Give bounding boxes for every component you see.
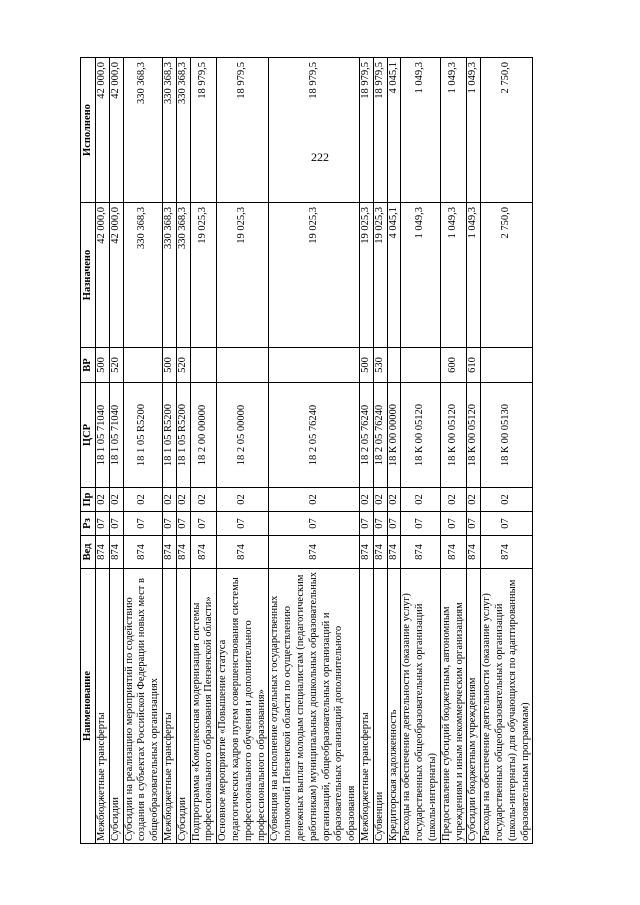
header-assigned: Назначено (81, 203, 96, 348)
cell-executed: 18 979,5 (359, 58, 373, 203)
cell-vr: 600 (440, 348, 467, 383)
cell-rz: 07 (373, 512, 387, 536)
cell-executed: 18 979,5 (190, 58, 217, 203)
cell-assigned: 19 025,3 (217, 203, 269, 348)
cell-name: Субвенция на исполнение отдельных государственных полномочий Пензенской области по осуществлению денежных выплат молодым специалистам (педагогическим работникам) муниципальных дошкольных образовательных организаций, общеобразовательных организаций и образовательных организаций дополнительного образования (269, 569, 360, 844)
cell-csr: 18 К 00 05120 (401, 383, 440, 488)
cell-assigned: 4 045,1 (387, 203, 401, 348)
cell-executed: 1 049,3 (467, 58, 481, 203)
cell-csr: 18 К 00 05120 (467, 383, 481, 488)
cell-pr: 02 (217, 488, 269, 512)
cell-assigned: 19 025,3 (373, 203, 387, 348)
header-csr: ЦСР (81, 383, 96, 488)
cell-name: Кредиторская задолженность (387, 569, 401, 844)
cell-assigned: 1 049,3 (401, 203, 440, 348)
cell-rz: 07 (359, 512, 373, 536)
cell-name: Субсидии бюджетным учреждениям (467, 569, 481, 844)
header-rz: Рз (81, 512, 96, 536)
table-row (440, 58, 467, 844)
cell-executed: 42 000,0 (109, 58, 123, 203)
cell-assigned: 1 049,3 (440, 203, 467, 348)
cell-ved: 874 (373, 536, 387, 569)
cell-executed: 18 979,5 (373, 58, 387, 203)
cell-vr: 610 (467, 348, 481, 383)
cell-vr (481, 348, 533, 383)
cell-csr: 18 2 05 76240 (269, 383, 360, 488)
cell-rz: 07 (401, 512, 440, 536)
cell-csr: 18 2 00 00000 (190, 383, 217, 488)
page-number: 222 (311, 150, 329, 164)
cell-pr: 02 (190, 488, 217, 512)
cell-pr: 02 (359, 488, 373, 512)
cell-vr: 520 (109, 348, 123, 383)
cell-rz: 07 (123, 512, 162, 536)
cell-pr: 02 (481, 488, 533, 512)
cell-pr: 02 (176, 488, 190, 512)
cell-executed: 330 368,3 (176, 58, 190, 203)
cell-executed: 18 979,5 (217, 58, 269, 203)
cell-pr: 02 (401, 488, 440, 512)
table-row (96, 58, 110, 844)
cell-rz: 07 (190, 512, 217, 536)
cell-vr: 500 (162, 348, 176, 383)
cell-assigned: 42 000,0 (96, 203, 110, 348)
cell-rz: 07 (176, 512, 190, 536)
table-row (190, 58, 217, 844)
table-header-row (81, 58, 96, 844)
cell-csr: 18 2 05 76240 (359, 383, 373, 488)
cell-name: Субсидии на реализацию мероприятий по содействию создания в субъектах Российской Федерации новых мест в общеобразовательных организациях (123, 569, 162, 844)
cell-name: Предоставление субсидий бюджетным, автономным учреждениям и иным некоммерческим организациям (440, 569, 467, 844)
cell-csr: 18 К 00 05120 (440, 383, 467, 488)
cell-pr: 02 (467, 488, 481, 512)
cell-vr: 530 (373, 348, 387, 383)
cell-executed: 18 979,5 (269, 58, 360, 203)
cell-pr: 02 (387, 488, 401, 512)
table-row (467, 58, 481, 844)
cell-vr: 520 (176, 348, 190, 383)
cell-pr: 02 (440, 488, 467, 512)
cell-name: Расходы на обеспечение деятельности (оказание услуг) государственных общеобразовательных организаций (школы-интернаты) (401, 569, 440, 844)
rotated-table-container (80, 58, 588, 844)
cell-ved: 874 (109, 536, 123, 569)
header-vr: ВР (81, 348, 96, 383)
cell-csr: 18 К 00 05130 (481, 383, 533, 488)
header-pr: Пр (81, 488, 96, 512)
cell-ved: 874 (96, 536, 110, 569)
cell-executed: 42 000,0 (96, 58, 110, 203)
cell-ved: 874 (269, 536, 360, 569)
cell-rz: 07 (96, 512, 110, 536)
cell-vr (123, 348, 162, 383)
header-name: Наименование (81, 569, 96, 844)
cell-csr: 18 1 05 71040 (96, 383, 110, 488)
cell-ved: 874 (467, 536, 481, 569)
table-row (176, 58, 190, 844)
cell-rz: 07 (162, 512, 176, 536)
cell-ved: 874 (123, 536, 162, 569)
cell-name: Межбюджетные трансферты (359, 569, 373, 844)
cell-csr: 18 2 05 00000 (217, 383, 269, 488)
cell-assigned: 1 049,3 (467, 203, 481, 348)
table-row (481, 58, 533, 844)
cell-ved: 874 (190, 536, 217, 569)
cell-rz: 07 (387, 512, 401, 536)
cell-rz: 07 (440, 512, 467, 536)
cell-assigned: 2 750,0 (481, 203, 533, 348)
header-executed: Исполнено (81, 58, 96, 203)
cell-executed: 330 368,3 (162, 58, 176, 203)
table-row (373, 58, 387, 844)
cell-executed: 1 049,3 (401, 58, 440, 203)
cell-name: Межбюджетные трансферты (162, 569, 176, 844)
cell-csr: 18 1 05 R5200 (123, 383, 162, 488)
cell-csr: 18 1 05 R5200 (162, 383, 176, 488)
cell-assigned: 330 368,3 (123, 203, 162, 348)
cell-csr: 18 1 05 71040 (109, 383, 123, 488)
cell-pr: 02 (96, 488, 110, 512)
cell-pr: 02 (269, 488, 360, 512)
cell-ved: 874 (481, 536, 533, 569)
cell-assigned: 19 025,3 (190, 203, 217, 348)
table-row (123, 58, 162, 844)
cell-ved: 874 (387, 536, 401, 569)
header-ved: Вед (81, 536, 96, 569)
cell-pr: 02 (373, 488, 387, 512)
cell-vr (387, 348, 401, 383)
cell-assigned: 330 368,3 (162, 203, 176, 348)
table-row (401, 58, 440, 844)
table-row (387, 58, 401, 844)
cell-executed: 4 045,1 (387, 58, 401, 203)
cell-ved: 874 (162, 536, 176, 569)
cell-name: Субсидии (109, 569, 123, 844)
cell-name: Межбюджетные трансферты (96, 569, 110, 844)
cell-ved: 874 (401, 536, 440, 569)
cell-ved: 874 (176, 536, 190, 569)
cell-assigned: 19 025,3 (359, 203, 373, 348)
cell-rz: 07 (109, 512, 123, 536)
cell-ved: 874 (217, 536, 269, 569)
cell-executed: 330 368,3 (123, 58, 162, 203)
cell-vr: 500 (96, 348, 110, 383)
table-row (162, 58, 176, 844)
cell-pr: 02 (109, 488, 123, 512)
cell-executed: 2 750,0 (481, 58, 533, 203)
cell-assigned: 42 000,0 (109, 203, 123, 348)
cell-name: Подпрограмма «Комплексная модернизация системы профессионального образования Пензенской области» (190, 569, 217, 844)
cell-name: Субвенции (373, 569, 387, 844)
cell-vr (269, 348, 360, 383)
cell-name: Основное мероприятие «Повышение статуса педагогических кадров путем совершенствования системы профессионального обучения и дополнительного профессионального образования» (217, 569, 269, 844)
budget-table (80, 57, 533, 844)
cell-vr (217, 348, 269, 383)
table-row (109, 58, 123, 844)
cell-pr: 02 (162, 488, 176, 512)
cell-ved: 874 (359, 536, 373, 569)
cell-vr: 500 (359, 348, 373, 383)
table-row (359, 58, 373, 844)
cell-rz: 07 (467, 512, 481, 536)
table-row (269, 58, 360, 844)
cell-csr: 18 1 05 R5200 (176, 383, 190, 488)
cell-csr: 18 К 00 00000 (387, 383, 401, 488)
cell-name: Расходы на обеспечение деятельности (оказание услуг) государственных общеобразовательных организаций (школы-интернаты) для обучающихся по адаптированным образовательным программам) (481, 569, 533, 844)
cell-rz: 07 (217, 512, 269, 536)
cell-vr (401, 348, 440, 383)
cell-ved: 874 (440, 536, 467, 569)
table-body (96, 58, 533, 844)
cell-rz: 07 (481, 512, 533, 536)
cell-csr: 18 2 05 76240 (373, 383, 387, 488)
cell-pr: 02 (123, 488, 162, 512)
cell-name: Субсидии (176, 569, 190, 844)
table-row (217, 58, 269, 844)
cell-executed: 1 049,3 (440, 58, 467, 203)
cell-vr (190, 348, 217, 383)
cell-assigned: 19 025,3 (269, 203, 360, 348)
cell-rz: 07 (269, 512, 360, 536)
cell-assigned: 330 368,3 (176, 203, 190, 348)
